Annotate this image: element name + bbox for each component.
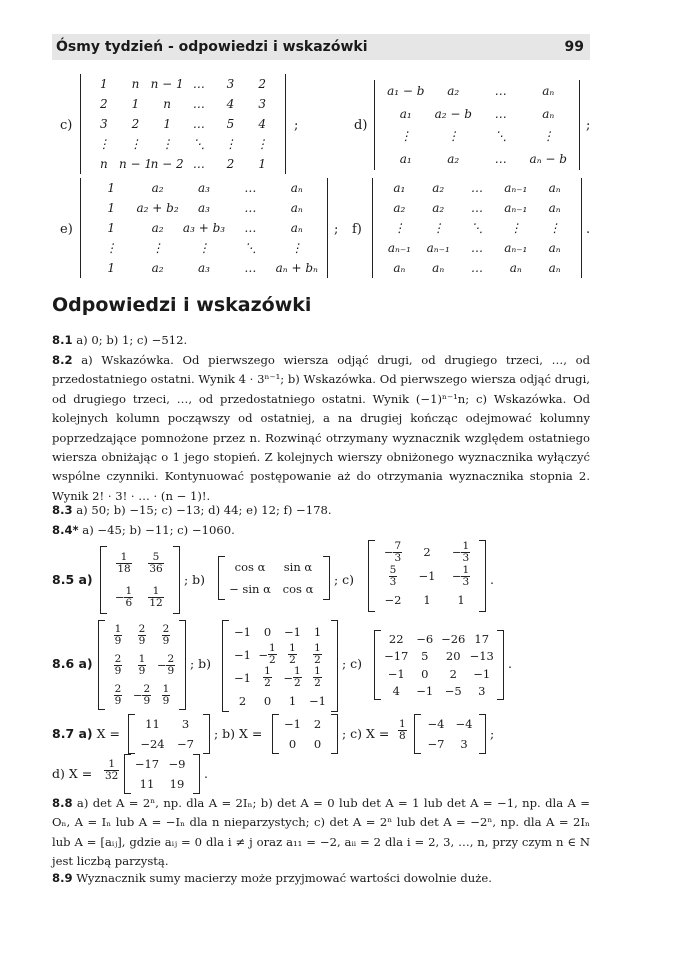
answer-8-5-label: 8.5 a)	[52, 572, 93, 587]
cell-r3-c3: ⋱	[244, 241, 257, 255]
cell-r0-c4: aₙ	[290, 181, 303, 195]
cell-r0-c3: aₙ₋₁	[504, 181, 528, 195]
cell-r2-c1: a₂	[151, 221, 164, 235]
cell-r3-c1: aₙ₋₁	[426, 241, 450, 255]
answer-8-7-label: 8.7 a) X =	[52, 726, 120, 741]
cell-r0-c0: 22	[388, 631, 404, 646]
cell-r2-c4: aₙ	[290, 221, 303, 235]
answer-8-9	[52, 869, 590, 888]
cell-r0-c3: aₙ	[542, 84, 555, 99]
cell-r1-c1: $\frac{1}{12}$	[149, 584, 163, 609]
cell-r0-c3: …	[192, 77, 205, 91]
cell-r2-c3: $\frac{1}{2}$	[314, 665, 321, 689]
answer-8-8	[52, 794, 590, 872]
cell-r2-c4: 5	[226, 117, 235, 131]
cell-r1-c1: 1	[131, 97, 140, 111]
cell-r1-c1: 19	[169, 777, 185, 791]
cell-r1-c2: …	[470, 201, 483, 215]
cell-r3-c4: ⋮	[224, 137, 237, 151]
cell-r3-c0: 2	[238, 693, 247, 708]
label-8-5-c: ; c)	[334, 572, 355, 587]
cell-r4-c0: aₙ	[393, 261, 406, 275]
answer-number: 8.2	[52, 353, 73, 367]
cell-r0-c0: 1	[107, 181, 116, 195]
det-d-separator: ;	[586, 118, 591, 133]
answer-number: 8.3	[52, 503, 73, 517]
cell-r3-c2: 1	[288, 693, 297, 708]
cell-r3-c3: aₙ₋₁	[504, 241, 528, 255]
answer-text: a) 50; b) −15; c) −13; d) 44; e) 12; f) −178.	[76, 503, 332, 517]
cell-r0-c1: $\frac{2}{9}$	[138, 622, 146, 647]
cell-r1-c0: 2	[100, 97, 108, 111]
cell-r3-c4: aₙ	[548, 241, 561, 255]
determinant-f	[372, 178, 582, 278]
cell-r2-c0: 1	[107, 221, 116, 235]
left-bracket	[128, 714, 135, 754]
cell-r0-c0: −1	[234, 624, 251, 639]
running-header	[52, 34, 590, 60]
cell-r0-c1: a₂	[432, 181, 445, 195]
cell-r3-c2: …	[470, 241, 483, 255]
cell-r0-c1: 0	[263, 624, 272, 639]
right-bracket	[479, 540, 486, 612]
right-bracket	[497, 630, 504, 700]
matrix-8-6-b	[222, 620, 338, 712]
cell-r1-c0: 1	[107, 201, 116, 215]
left-bracket	[124, 754, 131, 794]
section-title: Odpowiedzi i wskazówki	[52, 294, 312, 316]
cell-r0-c1: sin α	[283, 560, 313, 574]
cell-r0-c0: −1	[284, 717, 301, 731]
cell-r2-c0: 3	[100, 117, 108, 131]
cell-r1-c3: aₙ₋₁	[504, 201, 528, 215]
chapter-title: Ósmy tydzień - odpowiedzi i wskazówki	[56, 39, 368, 55]
cell-r2-c3: ⋮	[542, 129, 555, 144]
cell-r2-c1: $\frac{1}{2}$	[264, 665, 271, 689]
cell-r2-c3: …	[244, 221, 257, 235]
cell-r1-c0: a₁	[399, 106, 412, 121]
cell-r1-c2: …	[494, 106, 507, 121]
left-bracket	[100, 546, 107, 614]
cell-r3-c1: ⋮	[129, 137, 142, 151]
label-8-7-c: ; c) X =	[342, 726, 390, 741]
cell-r3-c1: −1	[416, 684, 434, 699]
cell-r2-c3: …	[192, 117, 205, 131]
matrix-8-5-c	[368, 540, 486, 612]
matrix-8-7-a	[128, 714, 210, 754]
right-bracket	[193, 754, 200, 794]
determinant-d	[374, 80, 580, 170]
cell-r3-c0: a₁	[399, 151, 412, 166]
cell-r2-c2: ⋱	[494, 129, 507, 144]
left-bracket	[414, 714, 421, 754]
end-8-7-d: .	[204, 766, 208, 781]
cell-r0-c1: n	[131, 77, 140, 91]
cell-r1-c3: $\frac{1}{2}$	[314, 642, 321, 666]
matrix-8-6-a	[98, 620, 186, 710]
cell-r2-c1: 0	[421, 666, 429, 681]
cell-r2-c1: 2	[131, 117, 140, 131]
cell-r3-c3: ⋱	[192, 137, 205, 151]
cell-r2-c0: ⋮	[393, 221, 406, 235]
determinant-c	[80, 74, 286, 174]
matrix-8-7-d	[124, 754, 200, 794]
cell-r2-c1: ⋮	[432, 221, 445, 235]
left-bracket	[374, 630, 381, 700]
answer-number: 8.1	[52, 333, 73, 347]
cell-r0-c3: …	[244, 181, 257, 195]
cell-r4-c2: n − 2	[150, 157, 184, 171]
matrix-8-6-c	[374, 630, 504, 700]
det-f-separator: .	[586, 222, 591, 237]
cell-r0-c2: a₃	[198, 181, 210, 195]
answer-text: a) Wskazówka. Od pierwszego wiersza odjąć drugi, od drugiego trzeci, …, od przedostatniego ostatni. Wynik 4 · 3ⁿ⁻¹; b) Wskazówka. Od pierwszego wiersza odjąć drugi, od drugiego trzeci, …, od przedostatniego ostatni. Wynik (−1)ⁿ⁻¹n; c) Wskazówka. Od kolejnych kolumn począwszy od ostatniej, a na drugiej kończąc odejmować kolumny poprzedzające pomnożone przez n. Rozwinąć otrzymany wyznacznik względem ostatniego wiersza obniżając o 1 jego stopień. Z kolejnych wierszy obniżonego wyznacznika wyłączyć wspólne czynniki. Kontynuować postępowanie aż do otrzymania wyznacznika stopnia 2. Wynik 2! · 3! · … · (n − 1)!.	[52, 353, 591, 503]
answer-8-1	[52, 331, 590, 350]
left-bracket	[222, 620, 229, 712]
cell-r0-c2: −1	[284, 624, 301, 639]
cell-r3-c1: a₂	[447, 151, 460, 166]
cell-r2-c2: ⋱	[470, 221, 483, 235]
cell-r0-c2: …	[470, 181, 483, 195]
right-bracket	[331, 620, 338, 712]
cell-r0-c1: $\frac{5}{36}$	[149, 550, 163, 575]
cell-r3-c1: 0	[263, 693, 272, 708]
cell-r1-c0: a₂	[393, 201, 406, 215]
matrix-8-5-a	[100, 546, 180, 614]
cell-r2-c3: −1	[473, 666, 491, 681]
cell-r4-c3: …	[244, 261, 257, 275]
cell-r4-c3: …	[192, 157, 205, 171]
end-8-6: .	[508, 656, 512, 671]
cell-r1-c2: $\frac{1}{2}$	[289, 642, 296, 666]
cell-r3-c5: ⋮	[256, 137, 269, 151]
cell-r2-c0: −1	[234, 670, 251, 685]
cell-r0-c1: −9	[168, 757, 186, 771]
matrix-8-7-c	[414, 714, 486, 754]
cell-r2-c3: ⋮	[509, 221, 522, 235]
cell-r1-c3: aₙ	[542, 106, 555, 121]
cell-r1-c1: cos α	[282, 582, 314, 596]
cell-r2-c0: −2	[384, 593, 402, 607]
right-bracket	[203, 714, 210, 754]
cell-r1-c0: $\frac{2}{9}$	[114, 652, 122, 677]
cell-r1-c0: −7	[427, 737, 445, 751]
cell-r3-c3: −1	[309, 693, 326, 708]
right-bracket	[173, 546, 180, 614]
cell-r2-c4: ⋮	[548, 221, 561, 235]
cell-r1-c1: 0	[313, 737, 322, 751]
cell-r4-c1: a₂	[151, 261, 164, 275]
cell-r0-c5: 2	[258, 77, 266, 91]
cell-r0-c0: 11	[145, 717, 160, 731]
cell-r2-c2: $\frac{1}{9}$	[162, 682, 170, 707]
cell-r0-c2: …	[494, 84, 507, 99]
cell-r1-c0: 11	[139, 777, 155, 791]
cell-r2-c1: 1	[423, 593, 431, 607]
cell-r1-c1: −7	[177, 737, 194, 751]
cell-r3-c2: ⋮	[161, 137, 174, 151]
cell-r0-c4: aₙ	[548, 181, 561, 195]
cell-r0-c2: − $\frac{1}{3}$	[451, 539, 470, 564]
cell-r1-c2: − $\frac{1}{3}$	[451, 563, 470, 588]
cell-r1-c0: − sin α	[229, 582, 271, 596]
cell-r0-c2: n − 1	[150, 77, 184, 91]
right-bracket	[179, 620, 186, 710]
cell-r1-c2: − $\frac{2}{9}$	[156, 652, 175, 677]
cell-r1-c1: $\frac{1}{9}$	[138, 652, 146, 677]
cell-r0-c0: −17	[134, 757, 160, 771]
cell-r1-c2: a₃	[198, 201, 210, 215]
label-8-7-d: d) X =	[52, 766, 93, 781]
cell-r1-c1: a₂	[432, 201, 445, 215]
left-bracket	[272, 714, 279, 754]
cell-r4-c0: 1	[107, 261, 116, 275]
right-bracket	[479, 714, 486, 754]
cell-r1-c1: a₂ − b	[434, 106, 472, 121]
cell-r4-c1: n − 1	[118, 157, 153, 171]
cell-r0-c0: a₁	[393, 181, 406, 195]
cell-r3-c2: −5	[444, 684, 462, 699]
right-bracket	[331, 714, 338, 754]
cell-r0-c1: 2	[423, 545, 431, 559]
det-d-label: d)	[354, 118, 368, 133]
answer-8-6-label: 8.6 a)	[52, 656, 93, 671]
cell-r1-c1: −1	[418, 569, 436, 583]
page-number: 99	[564, 39, 584, 55]
label-8-6-b: ; b)	[190, 656, 212, 671]
cell-r4-c0: n	[99, 157, 108, 171]
cell-r1-c2: n	[163, 97, 172, 111]
cell-r1-c0: 0	[288, 737, 297, 751]
answer-8-3	[52, 501, 590, 520]
cell-r4-c3: aₙ	[509, 261, 522, 275]
frac-8-7-d: $\frac{1}{32}$	[105, 758, 119, 782]
cell-r1-c0: −1	[234, 647, 251, 662]
cell-r1-c3: −13	[469, 649, 494, 664]
cell-r0-c0: cos α	[234, 560, 266, 574]
cell-r2-c1: − $\frac{2}{9}$	[132, 682, 151, 707]
det-c-label: c)	[60, 118, 73, 133]
cell-r3-c3: 3	[478, 684, 486, 699]
cell-r0-c3: 1	[313, 624, 322, 639]
cell-r1-c4: 4	[226, 97, 235, 111]
matrix-8-5-b	[218, 556, 330, 600]
left-bracket	[98, 620, 105, 710]
frac-8-7-c: $\frac{1}{8}$	[399, 718, 406, 742]
cell-r3-c0: aₙ₋₁	[387, 241, 411, 255]
cell-r4-c1: aₙ	[432, 261, 445, 275]
cell-r1-c0: −17	[384, 649, 409, 664]
label-8-5-b: ; b)	[184, 572, 206, 587]
cell-r0-c0: $\frac{1}{18}$	[117, 550, 131, 575]
cell-r1-c4: aₙ	[548, 201, 561, 215]
left-bracket	[218, 556, 225, 600]
cell-r4-c2: a₃	[198, 261, 210, 275]
answer-8-2	[52, 351, 590, 506]
cell-r3-c0: 4	[392, 684, 400, 699]
right-bracket	[323, 556, 330, 600]
answer-text: a) det A = 2ⁿ, np. dla A = 2Iₙ; b) det A = 0 lub det A = 1 lub det A = −1, np. dla A = Oₙ, A = Iₙ lub A = −Iₙ dla n nieparzystych; c) det A = 2ⁿ lub det A = −2ⁿ, np. dla A = 2Iₙ lub A = [aᵢⱼ], gdzie aᵢⱼ = 0 dla i ≠ j oraz a₁₁ = −2, aᵢᵢ = 2 dla i = 2, 3, …, n, przy czym n ∈ N jest liczbą parzystą.	[52, 796, 590, 869]
matrix-8-7-b	[272, 714, 338, 754]
cell-r2-c0: −1	[387, 666, 405, 681]
det-e-separator: ;	[334, 222, 339, 237]
cell-r4-c4: aₙ + bₙ	[275, 261, 318, 275]
cell-r2-c2: − $\frac{1}{2}$	[283, 665, 301, 689]
cell-r1-c1: 3	[460, 737, 468, 751]
cell-r1-c4: aₙ	[290, 201, 303, 215]
cell-r3-c0: ⋮	[105, 241, 118, 255]
cell-r1-c3: …	[244, 201, 257, 215]
cell-r0-c1: a₂	[151, 181, 164, 195]
cell-r2-c1: ⋮	[447, 129, 460, 144]
det-c-separator: ;	[294, 118, 299, 133]
det-e-label: e)	[60, 222, 73, 237]
answer-text: Wyznacznik sumy macierzy może przyjmować wartości dowolnie duże.	[76, 871, 492, 885]
cell-r4-c4: 2	[226, 157, 235, 171]
end-8-7-c: ;	[490, 726, 495, 741]
cell-r0-c1: a₂	[447, 84, 460, 99]
label-8-6-c: ; c)	[342, 656, 363, 671]
determinant-e	[80, 178, 328, 278]
answer-number: 8.9	[52, 871, 73, 885]
label-8-7-b: ; b) X =	[214, 726, 263, 741]
cell-r2-c2: a₃ + b₃	[182, 221, 226, 235]
answer-8-4	[52, 521, 590, 540]
cell-r0-c0: a₁ − b	[387, 84, 425, 99]
answer-text: a) −45; b) −11; c) −1060.	[82, 523, 235, 537]
cell-r1-c1: a₂ + b₂	[136, 201, 179, 215]
det-f-label: f)	[352, 222, 362, 237]
cell-r3-c2: ⋮	[197, 241, 210, 255]
cell-r1-c2: 20	[445, 649, 461, 664]
cell-r0-c3: 17	[474, 631, 490, 646]
cell-r0-c0: $\frac{1}{9}$	[114, 622, 122, 647]
cell-r4-c5: 1	[258, 157, 266, 171]
cell-r0-c1: −4	[455, 717, 473, 731]
end-8-5: .	[490, 572, 494, 587]
cell-r4-c4: aₙ	[548, 261, 561, 275]
cell-r3-c2: …	[494, 151, 507, 166]
cell-r0-c2: $\frac{2}{9}$	[162, 622, 170, 647]
cell-r0-c1: 2	[313, 717, 322, 731]
cell-r4-c2: …	[470, 261, 483, 275]
cell-r3-c0: ⋮	[97, 137, 110, 151]
cell-r0-c2: −26	[441, 631, 466, 646]
cell-r3-c3: aₙ − b	[529, 151, 567, 166]
cell-r0-c0: − $\frac{7}{3}$	[383, 539, 402, 564]
cell-r0-c0: 1	[100, 77, 108, 91]
answer-number: 8.8	[52, 796, 73, 810]
cell-r3-c1: ⋮	[151, 241, 164, 255]
cell-r0-c4: 3	[226, 77, 235, 91]
left-bracket	[368, 540, 375, 612]
cell-r0-c1: −6	[416, 631, 434, 646]
cell-r2-c2: 1	[457, 593, 465, 607]
cell-r0-c0: −4	[427, 717, 445, 731]
answer-number: 8.4*	[52, 523, 79, 537]
cell-r1-c0: −24	[140, 737, 165, 751]
cell-r2-c0: $\frac{2}{9}$	[114, 682, 122, 707]
cell-r1-c3: …	[192, 97, 205, 111]
cell-r2-c0: ⋮	[399, 129, 412, 144]
cell-r1-c0: $\frac{5}{3}$	[389, 563, 397, 588]
cell-r1-c1: 5	[421, 649, 429, 664]
cell-r2-c5: 4	[258, 117, 266, 131]
cell-r2-c2: 2	[449, 666, 457, 681]
cell-r1-c5: 3	[258, 97, 266, 111]
cell-r1-c1: − $\frac{1}{2}$	[258, 642, 276, 666]
answer-text: a) 0; b) 1; c) −512.	[76, 333, 188, 347]
cell-r3-c4: ⋮	[290, 241, 303, 255]
cell-r0-c1: 3	[181, 717, 190, 731]
cell-r2-c2: 1	[163, 117, 171, 131]
cell-r1-c0: − $\frac{1}{6}$	[114, 584, 133, 609]
